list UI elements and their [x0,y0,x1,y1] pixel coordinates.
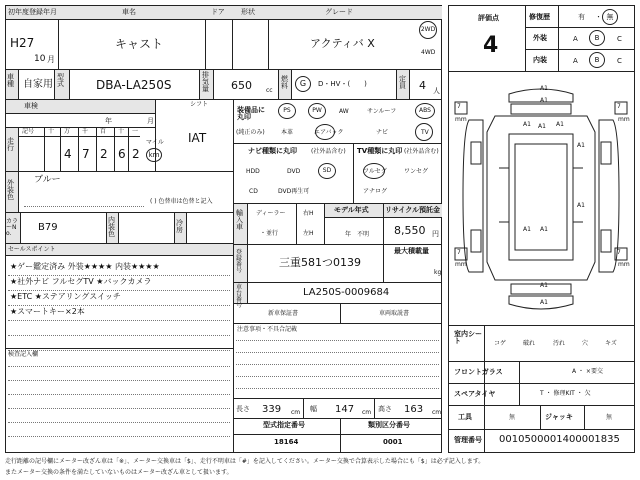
mileage-header-3: 千 [82,128,89,135]
door-label: ドア [211,8,225,16]
width-unit: cm [362,409,372,416]
int-b: B [594,55,600,64]
height-label: 高さ [378,405,392,413]
grade-value: アクティバ X [310,37,375,50]
ext-b-circle [589,30,605,46]
ext-c: C [617,35,622,43]
exterior-color-label: 外装色 [7,179,14,201]
equip-tv: TV [421,129,429,136]
inspector-rule [8,436,230,437]
int-label: 内装 [533,56,547,64]
max-load-kg: kg [434,269,442,276]
inspector-rule [8,394,230,395]
equip-abs-circle [415,103,435,119]
int-b-circle [589,52,605,68]
notes-rule [236,364,439,365]
navi-sub: (社外品含む) [311,148,346,155]
model-value: DBA-LA250S [96,78,172,92]
equip-ps-circle [278,103,296,119]
recycle-yen: 円 [432,230,439,238]
mm-box-3-num: 7 [457,249,461,256]
repair-no: 無 [606,12,614,21]
chassis-value: LA250S-0009684 [303,287,390,298]
import-label: 輸入車 [236,209,243,231]
repair-dot: ・ [595,13,602,21]
tv-analog: アナログ [363,188,388,195]
shape-label: 形状 [241,8,255,16]
length-value: 339 [262,404,282,415]
cc-unit: cc [266,87,273,94]
notes-rule [236,376,439,377]
notes-rule [236,388,439,389]
record-manual: 車両取説書 [379,310,410,317]
mileage-divider [78,127,79,171]
equip-navi: ナビ [376,129,389,136]
month-unit: 月 [47,55,55,64]
inspector-label: 検査記入欄 [8,351,39,358]
tv-label: TV種類に丸印 [357,147,403,155]
notes-rule [236,352,439,353]
navi-cd: CD [249,188,258,195]
reg-type-label: 車種 [7,73,14,88]
equip-pw: PW [312,107,322,114]
displacement-value: 650 [231,79,252,92]
damage-mark-6: A1 [577,142,585,149]
ext-b: B [594,33,600,42]
jack-label: ジャッキ [545,413,573,421]
sheet-scratch: キズ [605,340,617,347]
sales-point-rule [8,335,230,336]
fuel-selected: G [299,79,307,88]
class-no-label: 類別区分番号 [368,421,410,429]
mm-box-4-num: 7 [617,249,621,256]
inspection-year: 年 [105,117,112,125]
import-parallel: ・並行 [260,230,279,237]
main-form [5,5,442,453]
navi-dvd-play: DVD再生可 [278,188,310,195]
mileage-divider [44,127,45,171]
import-left: 左H [303,230,314,237]
fuel-selected-circle [295,76,311,92]
sheet-burn: コゲ [494,340,507,347]
mm-box-2-num: 7 [617,103,621,110]
tv-sub: (社外品含む) [404,148,439,155]
equipment-sub: (純正のみ) [236,129,265,136]
spare-label: スペアタイヤ [454,390,496,398]
record-warranty: 新車保証書 [268,310,299,317]
interior-sheet-label: 室内シート [454,330,482,345]
grade-label: グレード [325,8,353,16]
sales-point-line: ★社外ナビ フルセグTV ★バックカメラ [10,277,152,286]
score-value: 4 [483,33,499,58]
sheet-hole: 穴 [582,340,589,347]
navi-sd: SD [322,167,332,174]
fuel-label: 燃料 [281,75,288,90]
import-right: 右H [303,210,314,217]
capacity-value: 4 [419,79,426,92]
sales-point-line: ★スマートキー×2本 [10,307,85,316]
sales-point-rule [8,275,230,276]
capacity-label: 定員 [399,75,406,90]
import-dealer: ディーラー [256,210,286,217]
mileage-divider [60,127,61,171]
damage-mark-3: A1 [523,121,531,128]
tv-oneseg: ワンセグ [404,168,429,175]
footer-note-2: またメーター交換の条件を満たしていないものはメーター改ざん車として扱います。 [5,469,233,476]
mileage-divider [128,127,129,171]
tools-label: 工具 [458,413,472,421]
recycle-value: 8,550 [394,224,426,237]
reg-type-value: 自家用 [23,79,53,90]
first-reg-month: 10 [34,54,46,64]
aircon-label: 冷房 [176,219,183,234]
mileage-header-2: 万 [64,128,71,135]
footer-note-1: 走行距離の記号欄にメーター改ざん車は「※」、メーター交換車は「$」、走行不明車は「#」を記入してください。メーター交換で合算表示した場合にも「$」は必ず記入します。 [5,458,485,465]
exterior-color-note: ( ) 色替車は色替と記入 [150,198,213,205]
damage-mark-9: A1 [540,226,548,233]
mileage-digit-3: 6 [118,147,126,161]
recycle-label: リサイクル預託金 [385,206,441,214]
mileage-digit-1: 7 [82,147,90,161]
shift-label: シフト [190,101,209,108]
navi-sd-circle [318,163,336,179]
mm-box-1-unit: mm [455,116,467,123]
chassis-label: 車台番号 [236,284,243,309]
equip-pw-circle [308,103,326,119]
inspection-month: 月 [147,117,154,125]
first-reg-era: H27 [10,36,35,50]
navi-dvd: DVD [287,168,301,175]
height-value: 163 [404,404,424,415]
exterior-color-value: ブルー [34,175,61,185]
mileage-header-1: 十 [48,128,55,135]
mileage-digit-0: 4 [64,147,72,161]
damage-mark-7: A1 [577,202,585,209]
sheet-dirt: 汚れ [553,340,566,347]
plate-label: 登録番号 [236,249,243,274]
model-label: 型式 [57,73,64,88]
score-label: 評価点 [478,14,499,22]
length-unit: cm [291,409,301,416]
int-a: A [573,57,578,65]
mileage-header-5: 十 [118,128,125,135]
equip-abs: ABS [419,107,431,114]
width-label: 幅 [310,405,317,413]
sales-point-line: ★ETC ★ステアリングスイッチ [10,292,121,301]
mileage-header-6: 一 [132,128,139,135]
fuel-options: D・HV・( ) [318,80,367,88]
sales-point-rule [8,305,230,306]
first-reg-label: 初年度登録年月 [8,8,57,16]
damage-mark-2: A1 [540,97,548,104]
ext-a: A [573,35,578,43]
car-name-value: キャスト [115,37,164,51]
mm-box-3-unit: mm [455,261,467,268]
equip-aw: AW [339,108,349,115]
damage-mark-5: A1 [556,121,564,128]
navi-hdd: HDD [246,168,260,175]
sales-point-line: ★ゲー鑑定済み 外装★★★★ 内装★★★★ [10,262,160,271]
sales-point-rule [8,350,230,351]
jack-value: 無 [606,414,613,421]
drive-alt: 4WD [421,49,436,56]
mileage-digit-4: 2 [132,147,140,161]
mileage-header-4: 百 [100,128,107,135]
inspector-rule [8,422,230,423]
damage-mark-10: A1 [540,282,548,289]
color-no-label: カラーNo. [6,218,19,237]
equip-airbag: エアバック [314,129,344,136]
drive-2wd-circle [419,21,437,39]
sales-points-label: セールスポイント [8,246,56,253]
mileage-divider [114,127,115,171]
equip-sunroof: サンルーフ [367,108,397,115]
windshield-value: A ・ ×要交 [572,368,603,375]
sheet-tear: 破れ [523,340,536,347]
model-year-label: モデル年式 [334,206,369,214]
tools-value: 無 [509,414,516,421]
car-name-label: 車名 [122,8,136,16]
plate-value: 三重581つ0139 [279,256,361,269]
inspector-rule [8,408,230,409]
type-no-label: 型式指定番号 [263,421,305,429]
capacity-unit: 人 [433,87,440,95]
mileage-divider [96,127,97,171]
repair-yes: 有 [578,13,585,21]
displacement-label: 排気量 [202,71,209,93]
tv-fullseg: フルセグ [363,168,387,175]
km-unit-circle [146,148,162,162]
km-unit: km [148,150,160,159]
length-label: 長さ [236,405,250,413]
damage-mark-4: A1 [538,123,546,130]
equip-ps: PS [283,107,291,114]
inspector-rule [8,380,230,381]
max-load-label: 最大積載量 [394,247,429,255]
notes-rule [236,340,439,341]
navi-label: ナビ種類に丸印 [248,147,297,155]
mgmt-label: 管理番号 [454,436,482,444]
repair-none-circle [602,9,618,25]
mileage-digit-2: 2 [100,147,108,161]
mgmt-value: 0010500001400001835 [499,434,620,445]
windshield-label: フロントガラス [454,368,503,376]
model-year-value: 年 不明 [345,231,370,238]
color-no-value: B79 [38,222,58,233]
interior-color-label: 内装色 [108,216,115,238]
sales-point-rule [8,290,230,291]
damage-mark-11: A1 [540,299,548,306]
equip-leather: 本革 [281,129,294,136]
mm-box-4-unit: mm [618,261,630,268]
height-unit: cm [432,409,442,416]
width-value: 147 [335,404,355,415]
notes-label: 注意事項・不具合記載 [237,326,298,333]
inspector-rule [8,366,230,367]
shift-value: IAT [188,131,207,145]
drive-badge: 2WD [420,26,436,33]
mile-unit: マイル [146,139,164,146]
mileage-header-0: 記号 [22,128,35,135]
repair-label: 修復歴 [529,13,550,21]
damage-mark-1: A1 [540,85,548,92]
sales-point-rule [8,320,230,321]
inspection-label: 車検 [24,102,38,110]
mm-box-2-unit: mm [618,116,630,123]
damage-mark-8: A1 [523,226,531,233]
class-no-value: 0001 [383,438,403,446]
equipment-label: 装備品に丸印 [237,106,265,121]
int-c: C [617,57,622,65]
mm-box-1-num: 7 [457,103,461,110]
ext-label: 外装 [533,34,547,42]
mileage-label: 走行 [7,137,14,152]
type-no-value: 18164 [274,438,299,446]
spare-value: T ・ 修理KIT ・ 欠 [540,390,591,397]
